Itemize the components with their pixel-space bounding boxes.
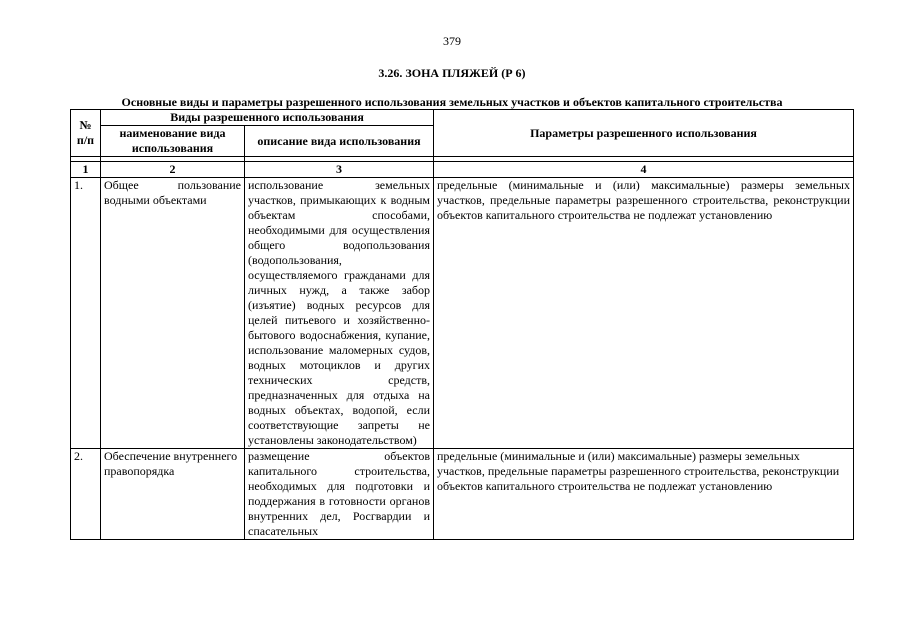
col-number: 2 <box>101 162 245 178</box>
column-number-row <box>71 162 854 178</box>
row-num: 1. <box>71 178 101 449</box>
usage-name: Общее пользование водными объектами <box>101 178 245 449</box>
usage-name: Обеспечение внутреннего правопорядка <box>101 449 245 540</box>
table-caption: Основные виды и параметры разрешенного использования земельных участков и объектов капитального строительства <box>121 95 783 109</box>
usage-table <box>70 109 854 540</box>
usage-params: предельные (минимальные и (или) максимальные) размеры земельных участков, предельные параметры разрешенного строительства, реконструкции объектов капитального строительства не подлежат установлению <box>434 178 854 449</box>
col-number: 1 <box>71 162 101 178</box>
usage-description: размещение объектов капитального строительства, необходимых для подготовки и поддержания в готовности органов внутренних дел, Росгвардии и спасательных <box>245 449 434 540</box>
usage-params: предельные (минимальные и (или) максимальные) размеры земельных участков, предельные параметры разрешенного строительства, реконструкции объектов капитального строительства не подлежат установлению <box>434 449 854 540</box>
header-num: № п/п <box>71 110 101 157</box>
page-number: 379 <box>443 34 461 48</box>
section-title: 3.26. ЗОНА ПЛЯЖЕЙ (Р 6) <box>378 66 526 80</box>
col-number: 4 <box>434 162 854 178</box>
header-name: наименование вида использования <box>101 126 245 157</box>
col-number: 3 <box>245 162 434 178</box>
header-params: Параметры разрешенного использования <box>434 110 854 157</box>
row-num: 2. <box>71 449 101 540</box>
header-group: Виды разрешенного использования <box>101 110 434 126</box>
header-desc: описание вида использования <box>245 126 434 157</box>
usage-description: использование земельных участков, примыкающих к водным объектам способами, необходимыми для осуществления общего водопользования (водопользования, осуществляемого гражданами для личных нужд, а также забор (изъятие) водных ресурсов для целей питьевого и хозяйственно-бытового водоснабжения, купание, использование маломерных судов, водных мотоциклов и других технических средств, предназначенных для отдыха на водных объектах, водопой, если соответствующие запреты не установлены законодательством) <box>245 178 434 449</box>
table-row <box>71 178 854 449</box>
table-row <box>71 449 854 540</box>
